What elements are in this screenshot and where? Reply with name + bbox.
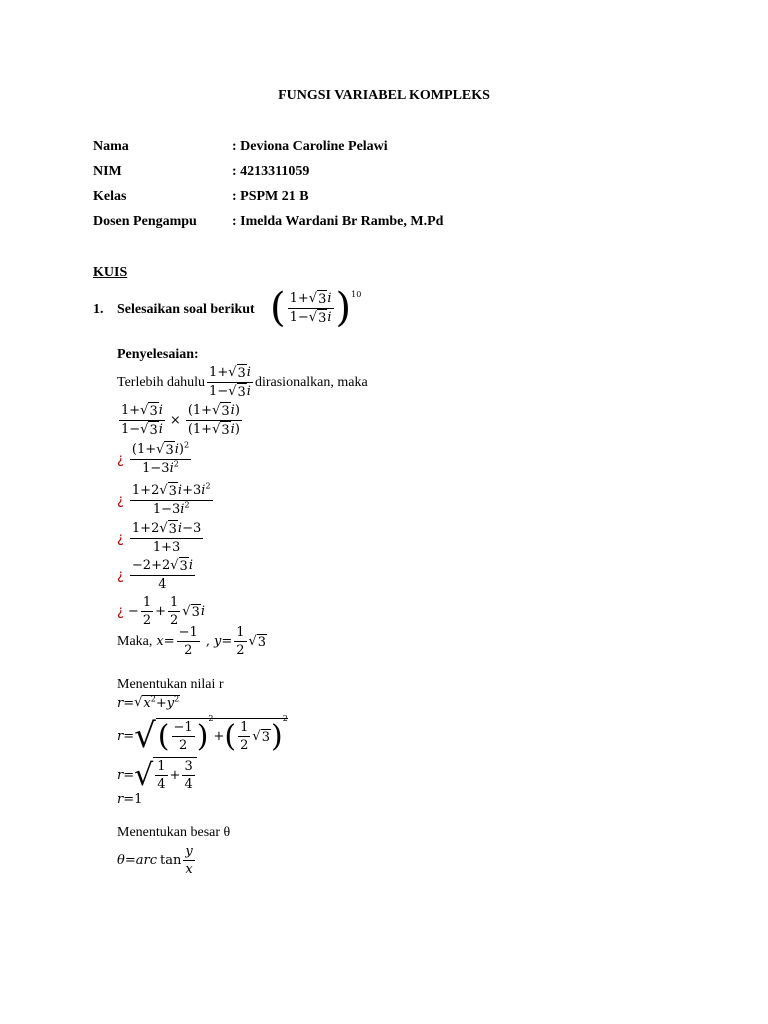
step-5: ¿ −2+2 √ 3 i 4 bbox=[117, 558, 193, 592]
eq-mark: ¿ bbox=[117, 451, 124, 467]
intro-after: dirasionalkan, maka bbox=[254, 374, 368, 390]
question-number: 1. bbox=[93, 302, 104, 317]
step-3: ¿ 1+2 √ 3 $i+3i^2$ $1-3i^2$ bbox=[117, 481, 211, 517]
maka-line: Maka, x = $\frac{-1}{2}$ , y = $\frac{1}{2}$ √ 3 bbox=[117, 625, 267, 658]
r-formula: r = √ $x^2+y^2$ bbox=[117, 694, 180, 711]
info-value-nama: : Deviona Caroline Pelawi bbox=[232, 139, 388, 154]
solution-label: Penyelesaian: bbox=[117, 347, 199, 362]
r-result: r =1 bbox=[117, 792, 143, 807]
info-label-dosen: Dosen Pengampu bbox=[93, 214, 197, 229]
question-expression: ( 1+ √ 3 i 1− √ 3 i ) 10 bbox=[270, 285, 362, 331]
theta-formula: θ = arc tan $\frac{y}{x}$ bbox=[117, 844, 193, 877]
info-label-kelas: Kelas bbox=[93, 189, 127, 204]
intro-before: Terlebih dahulu bbox=[117, 374, 206, 390]
step-2: ¿ (1+ √ 3 i)$^2$ $1-3i^2$ bbox=[117, 440, 190, 476]
info-value-kelas: : PSPM 21 B bbox=[232, 189, 309, 204]
info-value-nim: : 4213311059 bbox=[232, 164, 310, 179]
eq-mark: ¿ bbox=[117, 492, 124, 508]
eq-mark: ¿ bbox=[117, 530, 124, 546]
intro-line: Terlebih dahulu 1+ √ 3 i 1− √ 3 i dirasionalkan, maka bbox=[117, 365, 368, 400]
step-rationalize: 1+ √ 3 i 1− √ 3 i × (1+ √ 3 i) (1+ √ 3 i) bbox=[121, 403, 240, 438]
info-label-nim: NIM bbox=[93, 164, 122, 179]
info-label-nama: Nama bbox=[93, 139, 129, 154]
r-sum: r = √ $\frac{1}{4}$ + $\frac{3}{4}$ bbox=[117, 757, 197, 793]
question-power: 10 bbox=[351, 290, 362, 299]
r-substitution: r = √ ( $\frac{-1}{2}$ ) 2 + ( $\frac{1}{2}$ √ 3 ) 2 bbox=[117, 714, 288, 756]
page-title: FUNGSI VARIABEL KOMPLEKS bbox=[278, 88, 490, 103]
theta-heading: Menentukan besar θ bbox=[117, 825, 231, 840]
eq-mark: ¿ bbox=[117, 567, 124, 583]
r-heading: Menentukan nilai r bbox=[117, 677, 224, 692]
question-text: Selesaikan soal berikut bbox=[117, 302, 255, 317]
info-value-dosen: : Imelda Wardani Br Rambe, M.Pd bbox=[232, 214, 444, 229]
maka-label: Maka, bbox=[117, 633, 153, 649]
step-4: ¿ 1+2 √ 3 i−3 1+3 bbox=[117, 521, 202, 555]
eq-mark: ¿ bbox=[117, 604, 124, 619]
quiz-heading: KUIS bbox=[93, 265, 128, 280]
step-6: ¿ − $\frac{1}{2}$ + $\frac{1}{2}$ √ 3 i bbox=[117, 595, 206, 628]
